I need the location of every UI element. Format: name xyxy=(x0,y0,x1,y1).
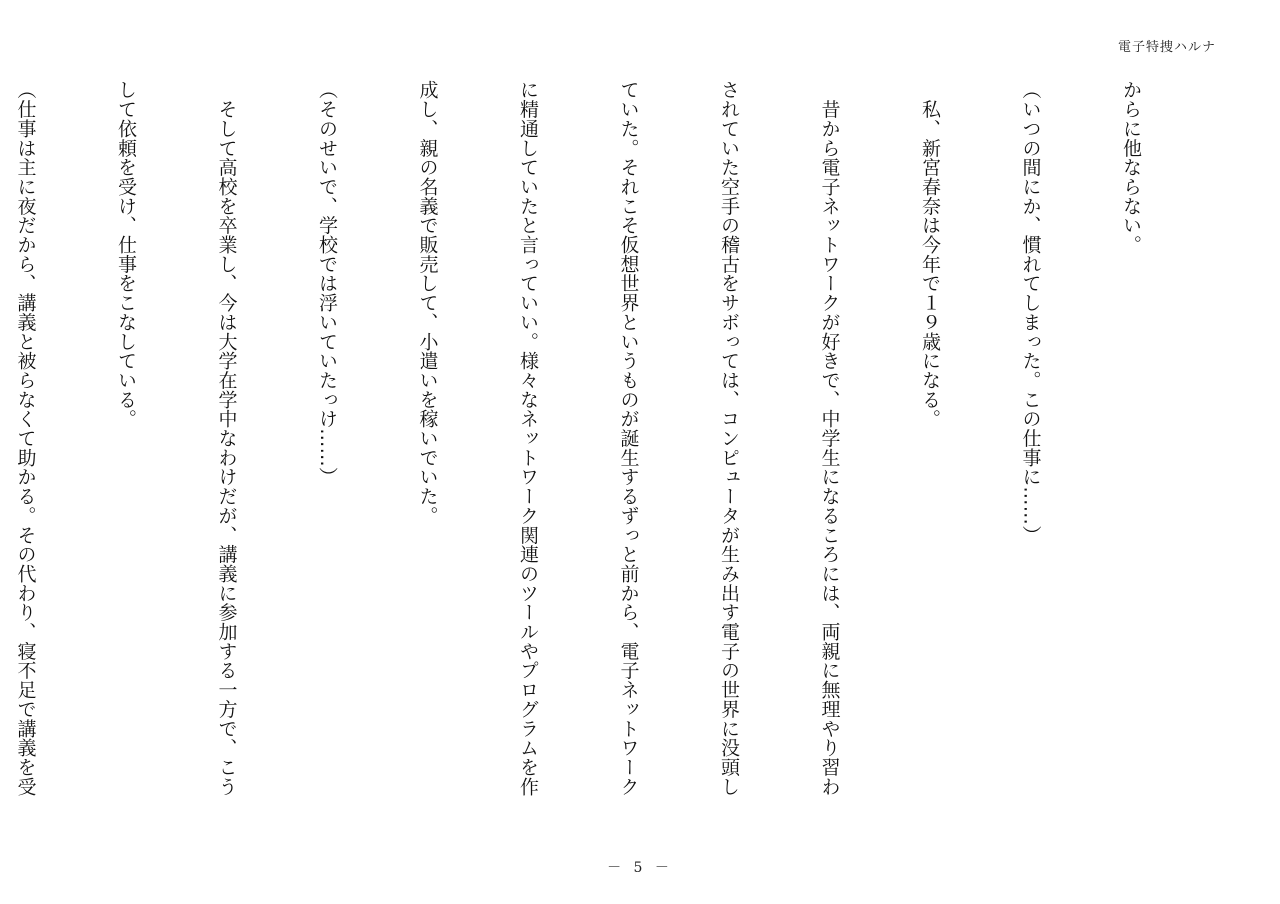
running-header-title: 電子特捜ハルナ xyxy=(1117,40,1216,55)
text-line: からに他ならない。 xyxy=(1120,80,1142,255)
text-line: （仕事は主に夜だから、講義と被らなくて助かる。その代わり、寝不足で講義を受 xyxy=(14,80,37,796)
text-line: そして高校を卒業し、今は大学在学中なわけだが、講義に参加する一方で、こう xyxy=(215,80,238,796)
text-line: （いつの間にか、慣れてしまった。この仕事に……） xyxy=(1019,80,1042,545)
text-line: されていた空手の稽古をサボっては、コンピュータが生み出す電子の世界に没頭し xyxy=(718,80,740,796)
page-number: － 5 － xyxy=(607,860,673,876)
text-line: に精通していたと言っていい。様々なネットワーク関連のツールやプログラムを作 xyxy=(517,80,539,796)
body-text xyxy=(14,80,1214,825)
text-line: 昔から電子ネットワークが好きで、中学生になるころには、両親に無理やり習わ xyxy=(818,80,841,796)
text-line: して依頼を受け、仕事をこなしている。 xyxy=(115,80,137,429)
text-line: ていた。それこそ仮想世界というものが誕生するずっと前から、電子ネットワーク xyxy=(617,80,640,796)
text-line: （そのせいで、学校では浮いていたっけ……） xyxy=(316,80,338,487)
text-line: 私、新宮春奈は今年で１９歳になる。 xyxy=(919,80,941,429)
text-line: 成し、親の名義で販売して、小遣いを稼いでいた。 xyxy=(416,80,439,526)
